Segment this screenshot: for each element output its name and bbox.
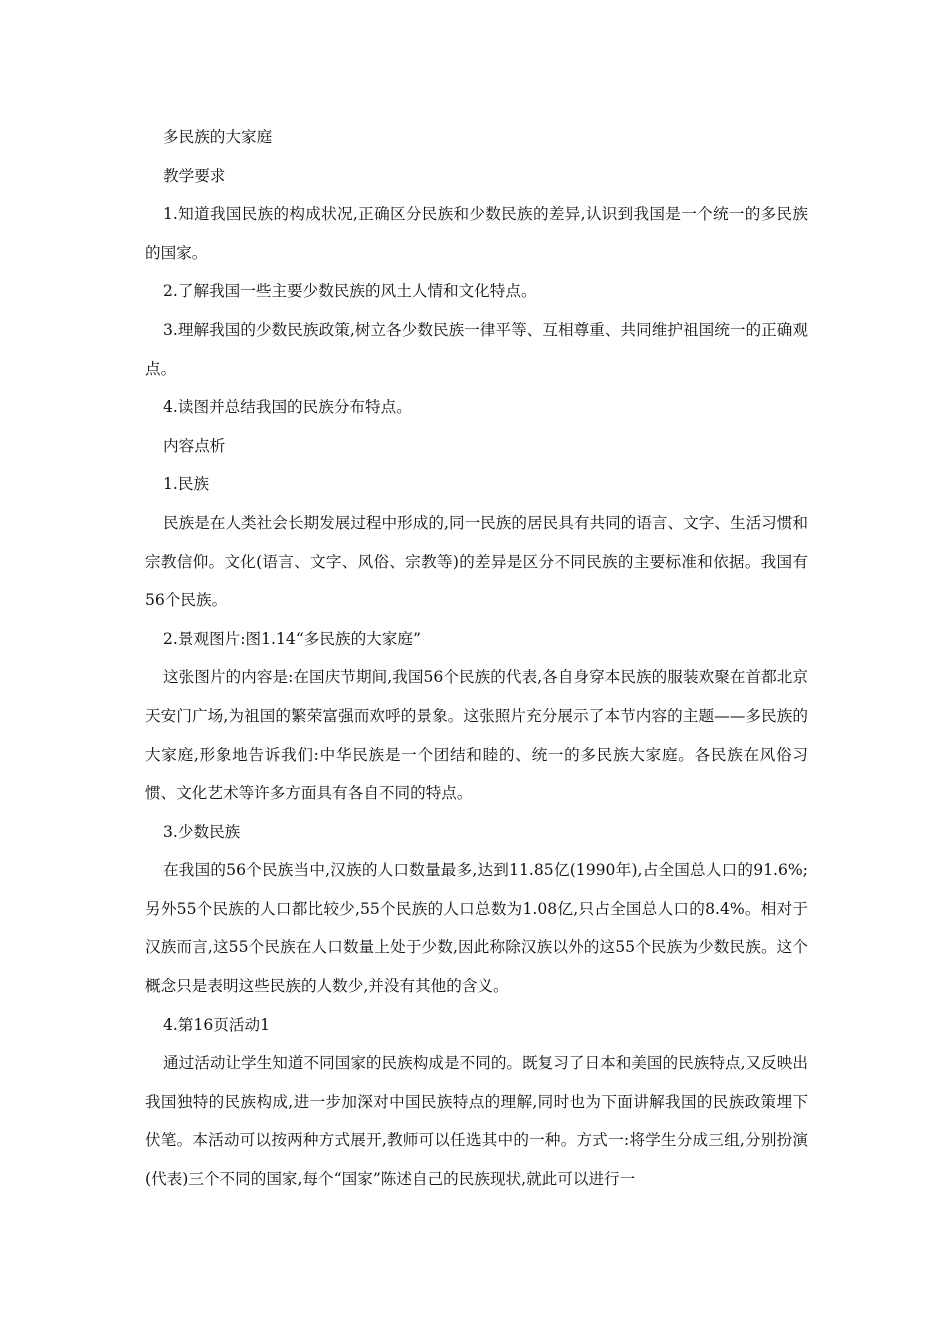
requirement-item-4: 4.读图并总结我国的民族分布特点。 xyxy=(163,398,412,417)
paragraph-minorities: 在我国的56个民族当中,汉族的人口数量最多,达到11.85亿(1990年),占全国总人口的91.6%;另外55个民族的人口都比较少,55个民族的人口总数为1.08亿,只占全国总人口的8.4%。相对于汉族而言,这55个民族在人口数量上处于少数,因此称除汉族以外的这55个民族为少数民族。这个概念只是表明这些民族的人数少,并没有其他的含义。 xyxy=(145,861,808,996)
document-body xyxy=(145,118,808,1199)
document-title: 多民族的大家庭 xyxy=(163,128,273,146)
subheading-landscape-picture: 2.景观图片:图1.14“多民族的大家庭” xyxy=(163,629,421,648)
requirement-item-3: 3.理解我国的少数民族政策,树立各少数民族一律平等、互相尊重、共同维护祖国统一的正确观点。 xyxy=(145,320,808,378)
requirement-item-1: 1.知道我国民族的构成状况,正确区分民族和少数民族的差异,认识到我国是一个统一的多民族的国家。 xyxy=(145,205,808,262)
section-heading-requirements: 教学要求 xyxy=(163,166,226,185)
paragraph-landscape-picture: 这张图片的内容是:在国庆节期间,我国56个民族的代表,各自身穿本民族的服装欢聚在首都北京天安门广场,为祖国的繁荣富强而欢呼的景象。这张照片充分展示了本节内容的主题——多民族的大家庭,形象地告诉我们:中华民族是一个团结和睦的、统一的多民族大家庭。各民族在风俗习惯、文化艺术等许多方面具有各自不同的特点。 xyxy=(145,668,808,803)
subheading-activity: 4.第16页活动1 xyxy=(163,1015,271,1034)
requirement-item-2: 2.了解我国一些主要少数民族的风土人情和文化特点。 xyxy=(163,282,537,301)
subheading-ethnicity: 1.民族 xyxy=(163,475,210,494)
paragraph-ethnicity: 民族是在人类社会长期发展过程中形成的,同一民族的居民具有共同的语言、文字、生活习惯和宗教信仰。文化(语言、文字、风俗、宗教等)的差异是区分不同民族的主要标准和依据。我国有56个民族。 xyxy=(145,513,808,610)
section-heading-content: 内容点析 xyxy=(163,436,226,455)
subheading-minorities: 3.少数民族 xyxy=(163,822,241,841)
paragraph-activity: 通过活动让学生知道不同国家的民族构成是不同的。既复习了日本和美国的民族特点,又反映出我国独特的民族构成,进一步加深对中国民族特点的理解,同时也为下面讲解我国的民族政策埋下伏笔。本活动可以按两种方式展开,教师可以任选其中的一种。方式一:将学生分成三组,分别扮演(代表)三个不同的国家,每个“国家”陈述自己的民族现状,就此可以进行一 xyxy=(145,1054,808,1189)
